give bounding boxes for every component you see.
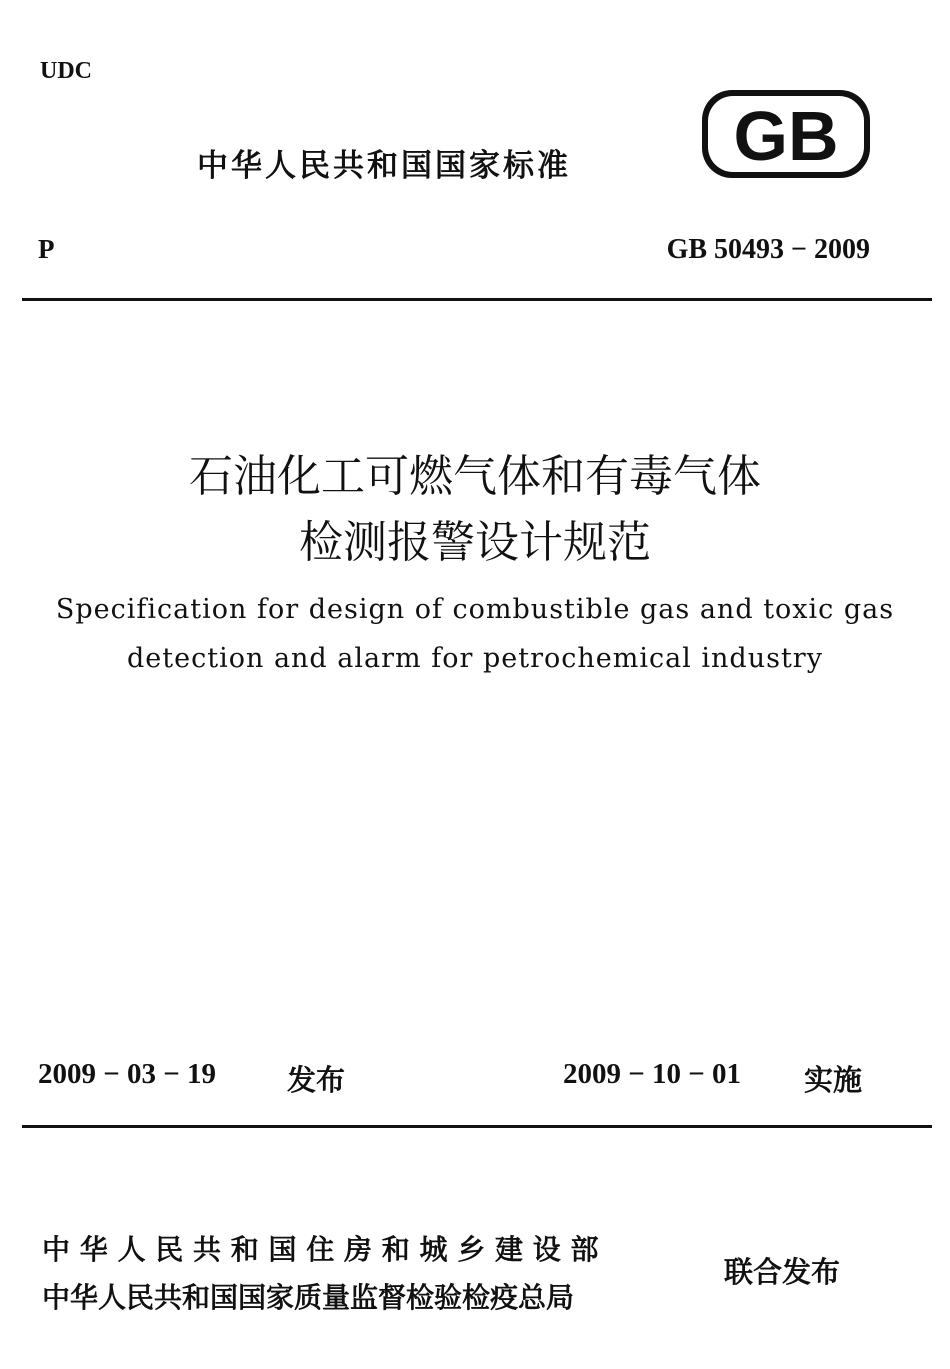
gb-logo: [700, 88, 872, 180]
issue-label: 发布: [287, 1063, 346, 1097]
issuer-line2: 中华人民共和国国家质量监督检验检疫总局: [42, 1281, 575, 1314]
standard-number: GB 50493 − 2009: [666, 234, 870, 265]
joint-issue-label: 联合发布: [724, 1255, 841, 1289]
gb-logo-text: GB: [733, 97, 839, 175]
title-en-line2: detection and alarm for petrochemical industry: [127, 643, 823, 674]
title-cn-line1: 石油化工可燃气体和有毒气体: [189, 451, 761, 502]
effective-date: 2009 − 10 − 01: [563, 1058, 742, 1090]
udc-label: UDC: [40, 58, 92, 84]
issue-date: 2009 − 03 − 19: [38, 1058, 217, 1090]
title-en-line1: Specification for design of combustible gas and toxic gas: [55, 594, 895, 625]
title-cn-line2: 检测报警设计规范: [299, 517, 651, 568]
category-code: P: [38, 234, 55, 264]
bottom-divider: [22, 1125, 932, 1128]
effective-label: 实施: [804, 1063, 863, 1097]
issuer-line1: 中 华 人 民 共 和 国 住 房 和 城 乡 建 设 部: [42, 1233, 599, 1266]
national-standard-title: 中华人民共和国国家标准: [197, 148, 571, 184]
top-divider: [22, 298, 932, 301]
